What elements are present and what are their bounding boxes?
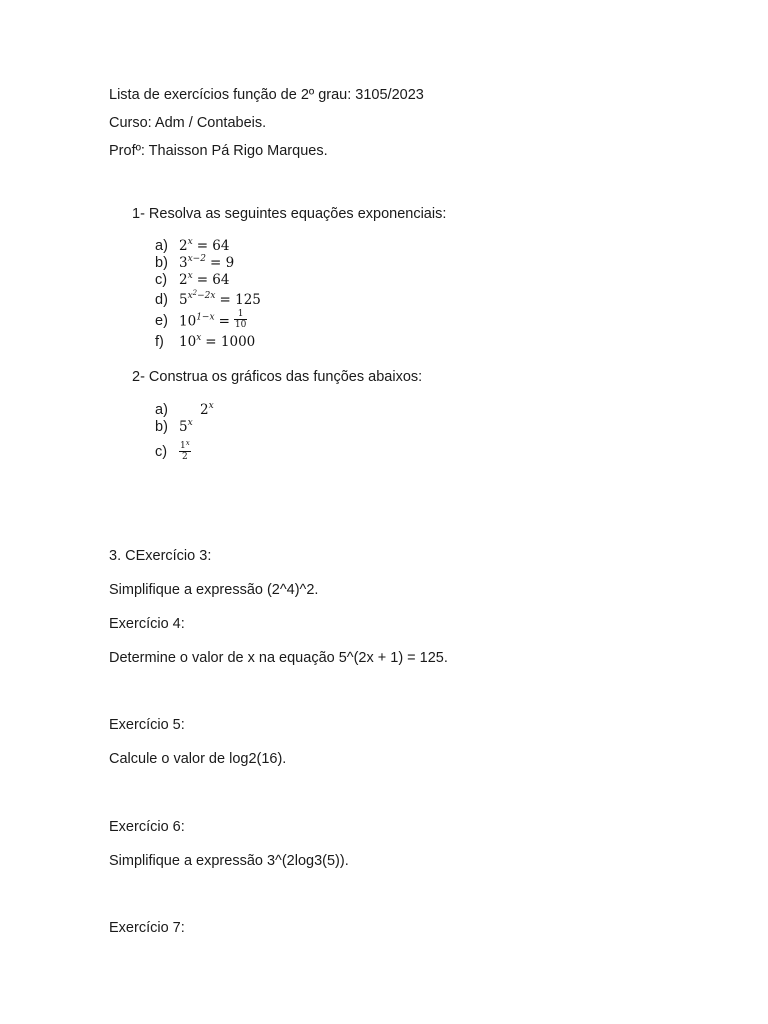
q2-item-c-fraction-num: 1 bbox=[180, 441, 186, 451]
q2-item-b-exp: x bbox=[187, 418, 193, 428]
q1-item-c bbox=[155, 272, 229, 289]
q1-item-e-fraction bbox=[234, 309, 247, 330]
q1-item-d-exp-square: 2 bbox=[192, 289, 198, 297]
q2-item-a bbox=[155, 402, 214, 419]
q2-item-c bbox=[155, 439, 191, 462]
q2-item-b bbox=[155, 419, 193, 436]
q1-item-b bbox=[155, 255, 234, 272]
q1-item-b-rhs: = 9 bbox=[209, 255, 235, 271]
question-2-heading: 2- Construa os gráficos das funções abaixos: bbox=[132, 369, 423, 385]
q1-item-f-exp: x bbox=[196, 333, 202, 343]
q1-item-f-base: 10 bbox=[179, 334, 197, 350]
exercise-6-title: Exercício 6: bbox=[109, 819, 185, 835]
q1-item-a-exp: x bbox=[187, 237, 193, 247]
q2-item-a-label: a) bbox=[155, 402, 168, 418]
q2-item-c-fraction-num-exp: x bbox=[185, 439, 190, 447]
q1-item-e-exp: 1−x bbox=[196, 312, 215, 323]
q2-item-c-fraction-den: 2 bbox=[181, 452, 188, 462]
professor-line: Profº: Thaisson Pá Rigo Marques. bbox=[109, 143, 328, 159]
q1-item-a-rhs: = 64 bbox=[196, 238, 230, 254]
q1-item-a-base: 2 bbox=[179, 238, 188, 254]
exercise-4-body: Determine o valor de x na equação 5^(2x + 1) = 125. bbox=[109, 650, 448, 666]
q1-item-f-label: f) bbox=[155, 334, 164, 350]
q2-item-c-label: c) bbox=[155, 443, 168, 460]
q1-item-e-base: 10 bbox=[179, 313, 197, 330]
q1-item-e-fraction-den: 10 bbox=[234, 320, 247, 330]
q1-item-d bbox=[155, 289, 261, 309]
q1-item-e-rhs: = bbox=[218, 313, 230, 330]
exercise-4-title: Exercício 4: bbox=[109, 616, 185, 632]
question-1-heading: 1- Resolva as seguintes equações exponenciais: bbox=[132, 206, 447, 222]
q1-item-c-rhs: = 64 bbox=[196, 272, 230, 288]
q1-item-d-base: 5 bbox=[179, 292, 188, 308]
q1-item-b-exp: x−2 bbox=[187, 254, 206, 264]
q1-item-c-base: 2 bbox=[179, 272, 188, 288]
q1-item-d-rhs: = 125 bbox=[219, 292, 261, 308]
q2-item-c-fraction bbox=[179, 438, 191, 462]
exercise-7-title: Exercício 7: bbox=[109, 920, 185, 936]
exercise-3-title: 3. CExercício 3: bbox=[109, 548, 212, 564]
q1-item-c-label: c) bbox=[155, 272, 168, 288]
q1-item-a-label: a) bbox=[155, 238, 168, 254]
q1-item-f bbox=[155, 334, 255, 351]
q1-item-d-exp-rest: −2x bbox=[197, 291, 216, 301]
exercise-6-body: Simplifique a expressão 3^(2log3(5)). bbox=[109, 853, 349, 869]
q1-item-c-exp: x bbox=[187, 271, 193, 281]
q2-item-b-base: 5 bbox=[179, 419, 188, 435]
q2-item-b-label: b) bbox=[155, 419, 168, 435]
exercise-5-body: Calcule o valor de log2(16). bbox=[109, 751, 287, 767]
q2-item-a-exp: x bbox=[208, 401, 214, 411]
q1-item-d-label: d) bbox=[155, 292, 168, 308]
q1-item-a bbox=[155, 238, 229, 255]
q1-item-d-exp-main: x bbox=[187, 291, 193, 301]
q1-item-e bbox=[155, 309, 247, 330]
exercise-5-title: Exercício 5: bbox=[109, 717, 185, 733]
course-line: Curso: Adm / Contabeis. bbox=[109, 115, 267, 131]
q2-item-a-base: 2 bbox=[200, 402, 209, 418]
q1-item-e-fraction-num: 1 bbox=[234, 309, 247, 320]
q1-item-b-label: b) bbox=[155, 255, 168, 271]
exercise-3-body: Simplifique a expressão (2^4)^2. bbox=[109, 582, 319, 598]
q1-item-b-base: 3 bbox=[179, 255, 188, 271]
q1-item-f-rhs: = 1000 bbox=[205, 334, 256, 350]
document-title: Lista de exercícios função de 2º grau: 3105/2023 bbox=[109, 87, 424, 103]
q1-item-e-label: e) bbox=[155, 313, 168, 330]
